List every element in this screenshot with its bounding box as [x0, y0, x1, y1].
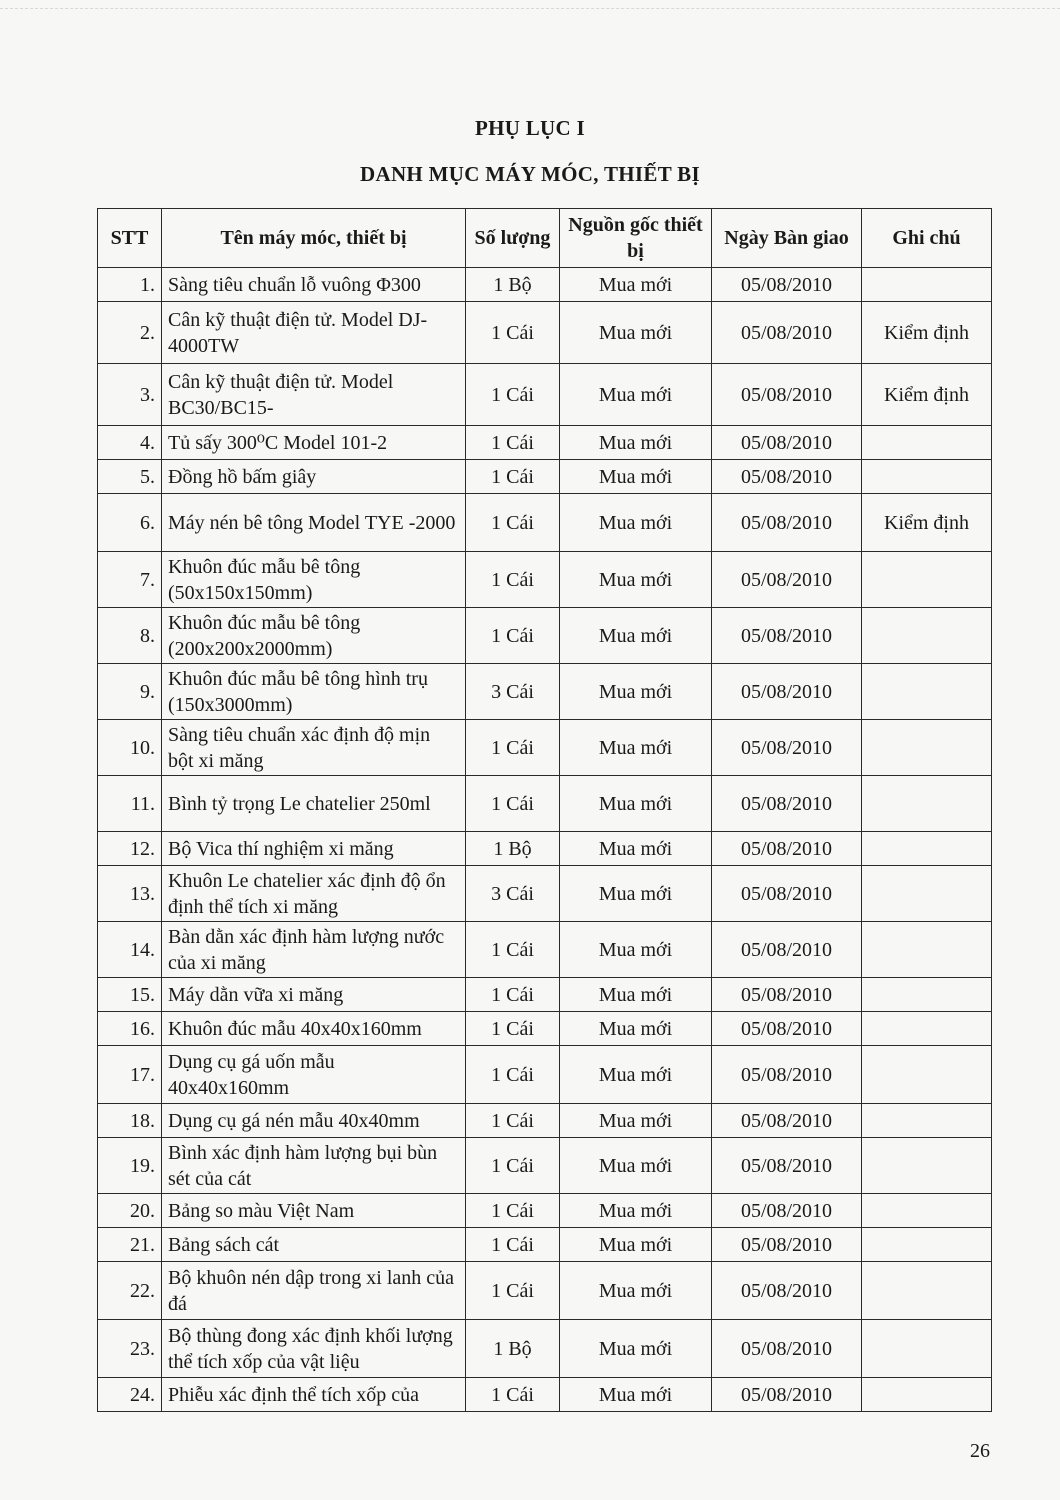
row-stt: 15. — [98, 978, 162, 1012]
row-quantity: 1 Cái — [466, 552, 560, 608]
row-handover-date: 05/08/2010 — [712, 832, 862, 866]
row-source: Mua mới — [560, 1104, 712, 1138]
row-note — [862, 1046, 992, 1104]
row-source: Mua mới — [560, 426, 712, 460]
row-note — [862, 460, 992, 494]
row-source: Mua mới — [560, 1046, 712, 1104]
table-row — [98, 720, 992, 776]
row-quantity: 1 Cái — [466, 776, 560, 832]
row-source: Mua mới — [560, 608, 712, 664]
table-row — [98, 922, 992, 978]
header-source: Nguồn gốc thiết bị — [560, 209, 712, 268]
appendix-heading: PHỤ LỤC I — [474, 116, 586, 140]
row-quantity: 1 Cái — [466, 1138, 560, 1194]
row-note — [862, 552, 992, 608]
row-stt: 6. — [98, 494, 162, 552]
row-quantity: 1 Cái — [466, 364, 560, 426]
row-stt: 8. — [98, 608, 162, 664]
row-handover-date: 05/08/2010 — [712, 776, 862, 832]
table-row — [98, 364, 992, 426]
row-handover-date: 05/08/2010 — [712, 922, 862, 978]
row-handover-date: 05/08/2010 — [712, 720, 862, 776]
row-stt: 18. — [98, 1104, 162, 1138]
table-row — [98, 776, 992, 832]
table-row — [98, 1228, 992, 1262]
row-note — [862, 664, 992, 720]
page-number: 26 — [970, 1440, 990, 1462]
row-source: Mua mới — [560, 866, 712, 922]
row-name: Bảng sách cát — [162, 1228, 466, 1262]
row-quantity: 1 Cái — [466, 494, 560, 552]
table-row — [98, 302, 992, 364]
row-source: Mua mới — [560, 552, 712, 608]
row-note — [862, 1104, 992, 1138]
table-row — [98, 1320, 992, 1378]
row-note — [862, 1194, 992, 1228]
row-source: Mua mới — [560, 922, 712, 978]
row-handover-date: 05/08/2010 — [712, 1104, 862, 1138]
row-note — [862, 426, 992, 460]
row-quantity: 1 Bộ — [466, 268, 560, 302]
row-source: Mua mới — [560, 302, 712, 364]
row-handover-date: 05/08/2010 — [712, 1320, 862, 1378]
row-source: Mua mới — [560, 268, 712, 302]
row-stt: 19. — [98, 1138, 162, 1194]
row-name: Cân kỹ thuật điện tử. Model DJ-4000TW — [162, 302, 466, 364]
table-row — [98, 494, 992, 552]
row-source: Mua mới — [560, 832, 712, 866]
row-name: Bộ Vica thí nghiệm xi măng — [162, 832, 466, 866]
row-handover-date: 05/08/2010 — [712, 1194, 862, 1228]
row-name: Máy dằn vữa xi măng — [162, 978, 466, 1012]
row-stt: 2. — [98, 302, 162, 364]
row-name: Khuôn Le chatelier xác định độ ổn định thể tích xi măng — [162, 866, 466, 922]
row-source: Mua mới — [560, 1320, 712, 1378]
table-row — [98, 978, 992, 1012]
table-row — [98, 268, 992, 302]
row-quantity: 1 Cái — [466, 1046, 560, 1104]
row-note — [862, 1138, 992, 1194]
table-row — [98, 1138, 992, 1194]
header-handover-date: Ngày Bàn giao — [712, 209, 862, 268]
row-quantity: 1 Cái — [466, 426, 560, 460]
row-stt: 14. — [98, 922, 162, 978]
row-note: Kiểm định — [862, 364, 992, 426]
row-name: Tủ sấy 300⁰C Model 101-2 — [162, 426, 466, 460]
row-stt: 21. — [98, 1228, 162, 1262]
table-row — [98, 426, 992, 460]
row-stt: 5. — [98, 460, 162, 494]
row-name: Sàng tiêu chuẩn lỗ vuông Φ300 — [162, 268, 466, 302]
row-name: Cân kỹ thuật điện tử. Model BC30/BC15- — [162, 364, 466, 426]
row-source: Mua mới — [560, 776, 712, 832]
row-note — [862, 922, 992, 978]
row-handover-date: 05/08/2010 — [712, 608, 862, 664]
row-note — [862, 1228, 992, 1262]
row-name: Dụng cụ gá nén mẫu 40x40mm — [162, 1104, 466, 1138]
equipment-table — [97, 208, 992, 1412]
row-handover-date: 05/08/2010 — [712, 460, 862, 494]
scan-edge — [0, 0, 1060, 9]
row-quantity: 1 Cái — [466, 978, 560, 1012]
row-note — [862, 268, 992, 302]
row-note — [862, 832, 992, 866]
row-stt: 24. — [98, 1378, 162, 1412]
table-row — [98, 552, 992, 608]
row-note — [862, 720, 992, 776]
row-name: Phiễu xác định thể tích xốp của — [162, 1378, 466, 1412]
row-stt: 17. — [98, 1046, 162, 1104]
row-quantity: 1 Bộ — [466, 832, 560, 866]
row-name: Khuôn đúc mẫu bê tông (50x150x150mm) — [162, 552, 466, 608]
row-note — [862, 1378, 992, 1412]
row-quantity: 1 Cái — [466, 1262, 560, 1320]
row-name: Bình xác định hàm lượng bụi bùn sét của cát — [162, 1138, 466, 1194]
row-stt: 3. — [98, 364, 162, 426]
row-source: Mua mới — [560, 364, 712, 426]
row-name: Bàn dằn xác định hàm lượng nước của xi măng — [162, 922, 466, 978]
row-note: Kiểm định — [862, 302, 992, 364]
row-source: Mua mới — [560, 460, 712, 494]
row-stt: 4. — [98, 426, 162, 460]
header-stt: STT — [98, 209, 162, 268]
row-stt: 9. — [98, 664, 162, 720]
row-quantity: 1 Cái — [466, 720, 560, 776]
row-source: Mua mới — [560, 494, 712, 552]
row-quantity: 3 Cái — [466, 866, 560, 922]
row-source: Mua mới — [560, 720, 712, 776]
row-handover-date: 05/08/2010 — [712, 1138, 862, 1194]
row-note — [862, 608, 992, 664]
row-quantity: 1 Cái — [466, 1378, 560, 1412]
row-note — [862, 1262, 992, 1320]
row-quantity: 1 Cái — [466, 1194, 560, 1228]
row-handover-date: 05/08/2010 — [712, 1228, 862, 1262]
row-name: Đồng hồ bấm giây — [162, 460, 466, 494]
row-handover-date: 05/08/2010 — [712, 1378, 862, 1412]
row-name: Sàng tiêu chuẩn xác định độ mịn bột xi măng — [162, 720, 466, 776]
row-stt: 10. — [98, 720, 162, 776]
row-source: Mua mới — [560, 1262, 712, 1320]
table-row — [98, 1046, 992, 1104]
table-row — [98, 1012, 992, 1046]
table-header-row — [98, 209, 992, 268]
row-name: Khuôn đúc mẫu bê tông (200x200x2000mm) — [162, 608, 466, 664]
row-quantity: 1 Cái — [466, 302, 560, 364]
table-row — [98, 1378, 992, 1412]
row-note: Kiểm định — [862, 494, 992, 552]
row-stt: 1. — [98, 268, 162, 302]
row-handover-date: 05/08/2010 — [712, 364, 862, 426]
row-note — [862, 978, 992, 1012]
row-quantity: 3 Cái — [466, 664, 560, 720]
table-body — [98, 268, 992, 1412]
row-name: Máy nén bê tông Model TYE -2000 — [162, 494, 466, 552]
row-handover-date: 05/08/2010 — [712, 1046, 862, 1104]
row-source: Mua mới — [560, 1228, 712, 1262]
row-name: Bình tỷ trọng Le chatelier 250ml — [162, 776, 466, 832]
row-handover-date: 05/08/2010 — [712, 866, 862, 922]
row-quantity: 1 Cái — [466, 922, 560, 978]
row-name: Khuôn đúc mẫu 40x40x160mm — [162, 1012, 466, 1046]
row-stt: 12. — [98, 832, 162, 866]
row-quantity: 1 Cái — [466, 1228, 560, 1262]
row-handover-date: 05/08/2010 — [712, 664, 862, 720]
row-quantity: 1 Cái — [466, 1104, 560, 1138]
row-name: Bộ khuôn nén dập trong xi lanh của đá — [162, 1262, 466, 1320]
row-source: Mua mới — [560, 1194, 712, 1228]
row-note — [862, 1012, 992, 1046]
header-quantity: Số lượng — [466, 209, 560, 268]
row-note — [862, 1320, 992, 1378]
row-handover-date: 05/08/2010 — [712, 426, 862, 460]
table-row — [98, 1104, 992, 1138]
row-quantity: 1 Cái — [466, 1012, 560, 1046]
row-handover-date: 05/08/2010 — [712, 302, 862, 364]
row-handover-date: 05/08/2010 — [712, 1262, 862, 1320]
row-source: Mua mới — [560, 1012, 712, 1046]
row-quantity: 1 Cái — [466, 608, 560, 664]
row-stt: 16. — [98, 1012, 162, 1046]
appendix-subheading: DANH MỤC MÁY MÓC, THIẾT BỊ — [360, 162, 700, 186]
row-handover-date: 05/08/2010 — [712, 268, 862, 302]
row-stt: 22. — [98, 1262, 162, 1320]
row-quantity: 1 Bộ — [466, 1320, 560, 1378]
header-name: Tên máy móc, thiết bị — [162, 209, 466, 268]
row-note — [862, 776, 992, 832]
row-handover-date: 05/08/2010 — [712, 552, 862, 608]
row-stt: 20. — [98, 1194, 162, 1228]
table-row — [98, 460, 992, 494]
row-name: Dụng cụ gá uốn mẫu 40x40x160mm — [162, 1046, 466, 1104]
row-source: Mua mới — [560, 1378, 712, 1412]
table-row — [98, 1194, 992, 1228]
row-name: Bộ thùng đong xác định khối lượng thể tích xốp của vật liệu — [162, 1320, 466, 1378]
row-note — [862, 866, 992, 922]
row-stt: 11. — [98, 776, 162, 832]
row-source: Mua mới — [560, 1138, 712, 1194]
row-handover-date: 05/08/2010 — [712, 494, 862, 552]
table-row — [98, 664, 992, 720]
row-quantity: 1 Cái — [466, 460, 560, 494]
row-stt: 7. — [98, 552, 162, 608]
table-row — [98, 866, 992, 922]
header-note: Ghi chú — [862, 209, 992, 268]
row-name: Bảng so màu Việt Nam — [162, 1194, 466, 1228]
row-name: Khuôn đúc mẫu bê tông hình trụ (150x3000mm) — [162, 664, 466, 720]
row-handover-date: 05/08/2010 — [712, 1012, 862, 1046]
row-handover-date: 05/08/2010 — [712, 978, 862, 1012]
table-row — [98, 832, 992, 866]
table-row — [98, 1262, 992, 1320]
table-row — [98, 608, 992, 664]
row-stt: 23. — [98, 1320, 162, 1378]
row-stt: 13. — [98, 866, 162, 922]
row-source: Mua mới — [560, 664, 712, 720]
row-source: Mua mới — [560, 978, 712, 1012]
